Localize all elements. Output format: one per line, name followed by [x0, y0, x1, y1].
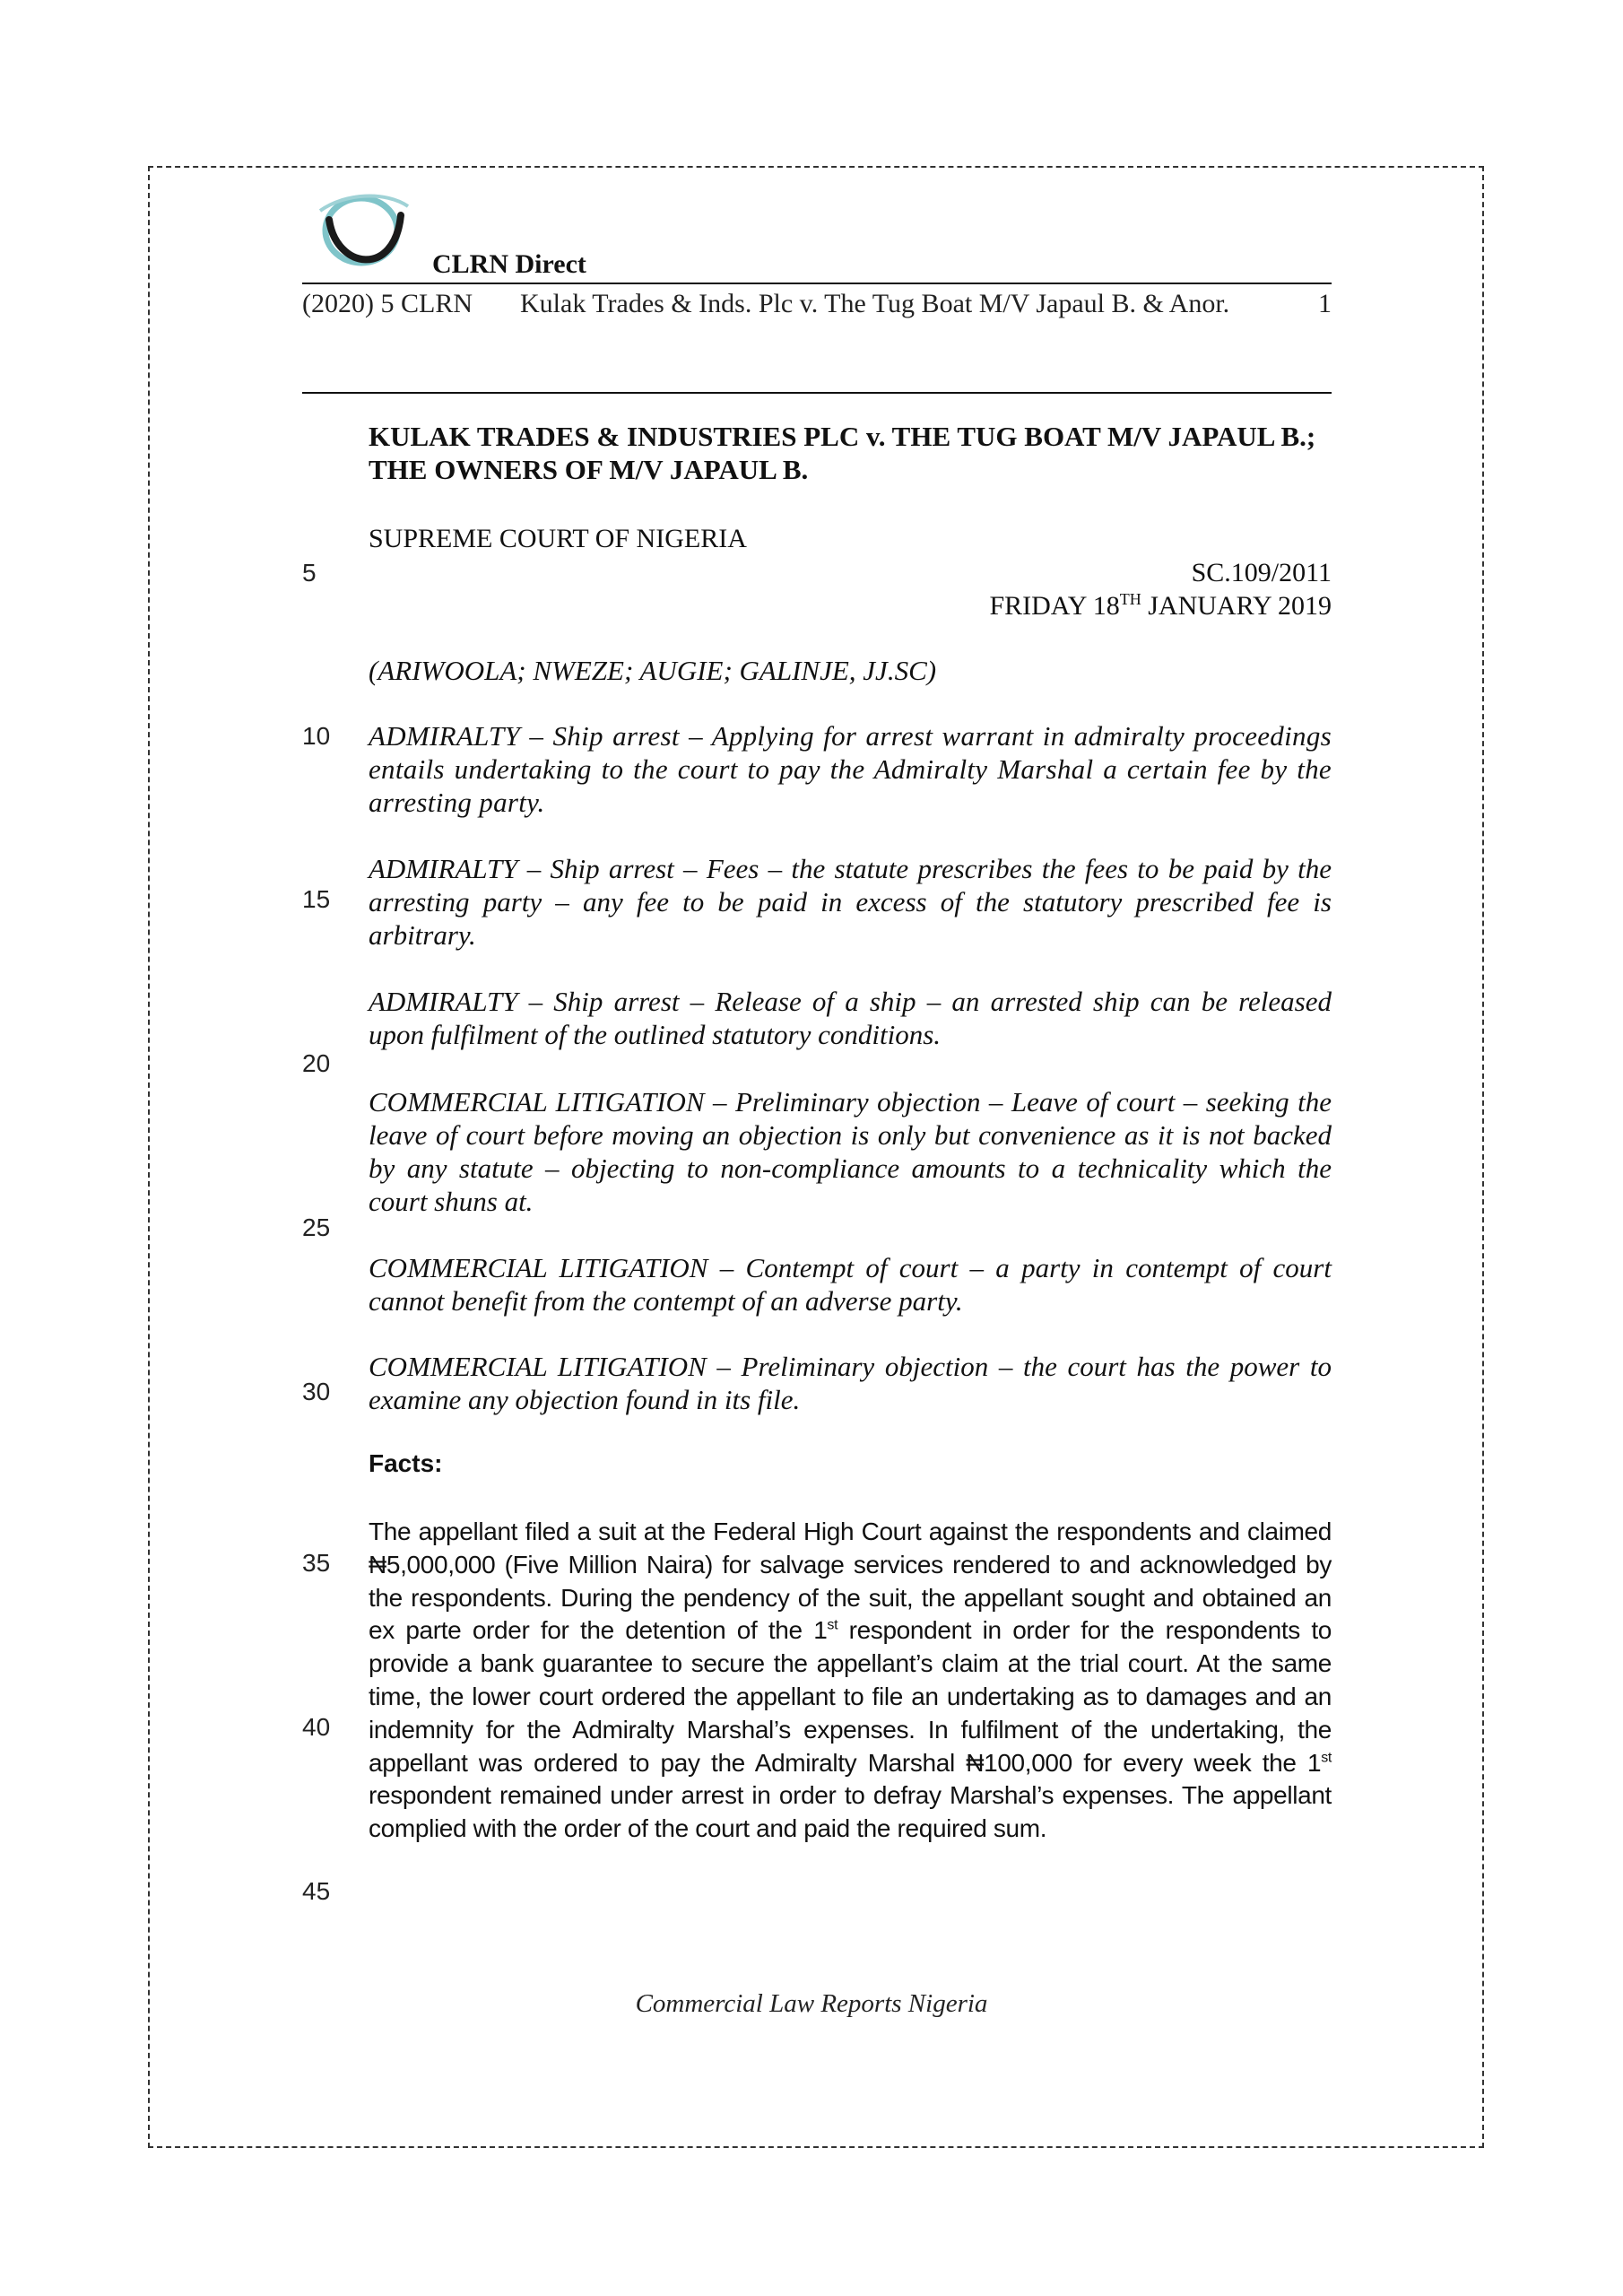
- line-number: 35: [302, 1549, 331, 1577]
- page-number: 1: [1318, 289, 1332, 318]
- line-number: 25: [302, 1213, 331, 1241]
- report-citation: (2020) 5 CLRN: [302, 289, 473, 318]
- brand-name: CLRN Direct: [432, 249, 586, 279]
- date-ordinal: TH: [1119, 590, 1141, 608]
- footer-publication: Commercial Law Reports Nigeria: [635, 1989, 988, 2018]
- facts-text-1: The appellant filed a suit at the Federal High Court against the respondents and claimed ₦5,000,000 (Five Million Naira) for salvage services rendered to and acknowledged by the respondents. During the pendency of the suit, the appellant sought and obtained an ex parte order for the detention of the 1: [369, 1518, 1332, 1645]
- holding-5: COMMERCIAL LITIGATION – Contempt of court – a party in contempt of court cannot benefit from the contempt of an adverse party.: [369, 1252, 1332, 1317]
- line-number: 15: [302, 885, 331, 913]
- court-name: SUPREME COURT OF NIGERIA: [369, 524, 747, 553]
- line-number: 45: [302, 1877, 331, 1905]
- suit-number: SC.109/2011: [1191, 558, 1332, 587]
- facts-text-2: respondent in order for the respondents to provide a bank guarantee to secure the appellant’s claim at the trial court. At the same time, the lower court ordered the appellant to file an undertaking as to damages and an indemnity for the Admiralty Marshal’s expenses. In fulfilment of the undertaking, the appellant was ordered to pay the Admiralty Marshal ₦100,000 for every week the 1: [369, 1616, 1332, 1777]
- line-number: 10: [302, 722, 331, 750]
- line-number: 20: [302, 1049, 331, 1077]
- judgment-date: [989, 590, 1332, 622]
- header-rule-bottom: [302, 392, 1332, 394]
- clrn-logo: [309, 184, 417, 283]
- line-number: 5: [302, 559, 317, 587]
- header-rule-top: [302, 283, 1332, 284]
- facts-heading: Facts:: [369, 1449, 443, 1477]
- short-case-title: Kulak Trades & Inds. Plc v. The Tug Boat M/V Japaul B. & Anor.: [520, 289, 1230, 318]
- holding-6: COMMERCIAL LITIGATION – Preliminary objection – the court has the power to examine any objection found in its file.: [369, 1351, 1332, 1415]
- line-number: 40: [302, 1713, 331, 1741]
- facts-text-3: respondent remained under arrest in order to defray Marshal’s expenses. The appellant complied with the order of the court and paid the required sum.: [369, 1781, 1332, 1843]
- case-title: KULAK TRADES & INDUSTRIES PLC v. THE TUG BOAT M/V JAPAUL B.; THE OWNERS OF M/V JAPAUL B.: [369, 421, 1316, 485]
- holding-3: ADMIRALTY – Ship arrest – Release of a ship – an arrested ship can be released upon fulfilment of the outlined statutory conditions.: [369, 986, 1332, 1050]
- judges-panel: (ARIWOOLA; NWEZE; AUGIE; GALINJE, JJ.SC): [369, 655, 937, 686]
- facts-ordinal-1: st: [827, 1618, 838, 1634]
- holding-4: COMMERCIAL LITIGATION – Preliminary objection – Leave of court – seeking the leave of court before moving an objection is only but convenience as it is not backed by any statute – objecting to non-compliance amounts to a technicality which the court shuns at.: [369, 1086, 1332, 1217]
- facts-ordinal-2: st: [1321, 1750, 1332, 1766]
- holding-2: ADMIRALTY – Ship arrest – Fees – the statute prescribes the fees to be paid by the arresting party – any fee to be paid in excess of the statutory prescribed fee is arbitrary.: [369, 853, 1332, 951]
- date-prefix: FRIDAY 18: [989, 591, 1120, 621]
- line-number: 30: [302, 1378, 331, 1405]
- holding-1: ADMIRALTY – Ship arrest – Applying for arrest warrant in admiralty proceedings entails undertaking to the court to pay the Admiralty Marshal a certain fee by the arresting party.: [369, 720, 1332, 818]
- facts-paragraph: [369, 1516, 1332, 1846]
- date-suffix: JANUARY 2019: [1141, 591, 1332, 621]
